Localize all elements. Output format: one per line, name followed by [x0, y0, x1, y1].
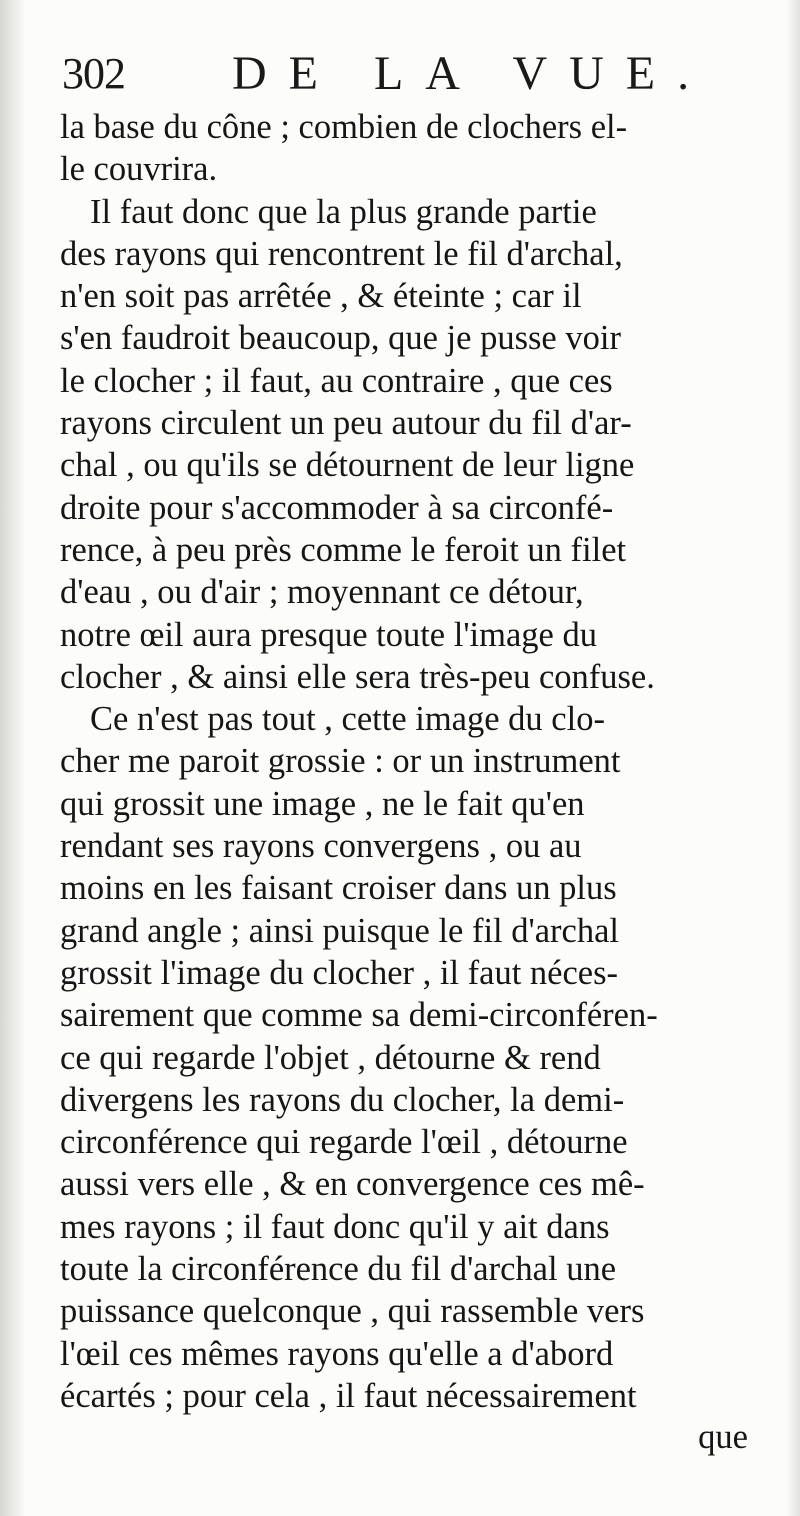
text-line: notre œil aura presque toute l'image du [60, 615, 597, 654]
text-line: divergens les rayons du clocher, la demi- [60, 1080, 625, 1119]
text-line: rayons circulent un peu autour du fil d'ar- [60, 404, 632, 443]
text-line: aussi vers elle , & en convergence ces mê- [60, 1165, 645, 1204]
page-number: 302 [62, 49, 125, 98]
text-line: rence, à peu près comme le feroit un filet [60, 530, 627, 569]
page-header [62, 38, 748, 110]
catchword: que [698, 1418, 748, 1456]
text-line: ce qui regarde l'objet , détourne & rend [60, 1038, 601, 1077]
text-line: n'en soit pas arrêtée , & éteinte ; car il [60, 277, 582, 316]
text-line: Il faut donc que la plus grande partie [90, 192, 597, 231]
text-line: rendant ses rayons convergens , ou au [60, 827, 582, 866]
text-line: cher me paroit grossie : or un instrument [60, 742, 621, 781]
text-line: s'en faudroit beaucoup, que je pusse voir [60, 319, 621, 358]
text-line: clocher , & ainsi elle sera très-peu confuse. [60, 657, 655, 696]
text-line: droite pour s'accommoder à sa circonfé- [60, 488, 614, 527]
text-line: des rayons qui rencontrent le fil d'archal, [60, 234, 623, 273]
text-line: qui grossit une image , ne le fait qu'en [60, 784, 585, 823]
text-line: toute la circonférence du fil d'archal une [60, 1250, 617, 1289]
text-line: moins en les faisant croiser dans un plus [60, 869, 617, 908]
running-head: DE LA VUE. [232, 47, 712, 100]
text-line: la base du cône ; combien de clochers el- [60, 108, 628, 146]
text-line: sairement que comme sa demi-circonféren- [60, 996, 658, 1035]
text-line: le clocher ; il faut, au contraire , que ces [60, 361, 613, 400]
text-line: puissance quelconque , qui rassemble vers [60, 1292, 645, 1331]
text-line: grand angle ; ainsi puisque le fil d'archal [60, 911, 619, 950]
text-line: le couvrira. [60, 150, 218, 189]
text-line: d'eau , ou d'air ; moyennant ce détour, [60, 573, 584, 612]
paragraph [60, 191, 752, 699]
body-text [60, 106, 752, 1417]
paragraph [60, 698, 752, 1417]
text-line: Ce n'est pas tout , cette image du clo- [90, 700, 605, 739]
paragraph [60, 106, 752, 191]
text-line: circonférence qui regarde l'œil , détourne [60, 1123, 628, 1162]
text-line: mes rayons ; il faut donc qu'il y ait dans [60, 1207, 610, 1246]
text-line: chal , ou qu'ils se détournent de leur ligne [60, 446, 635, 485]
text-line: écartés ; pour cela , il faut nécessairement [60, 1376, 637, 1415]
text-line: l'œil ces mêmes rayons qu'elle a d'abord [60, 1334, 614, 1373]
text-line: grossit l'image du clocher , il faut néces- [60, 953, 619, 992]
